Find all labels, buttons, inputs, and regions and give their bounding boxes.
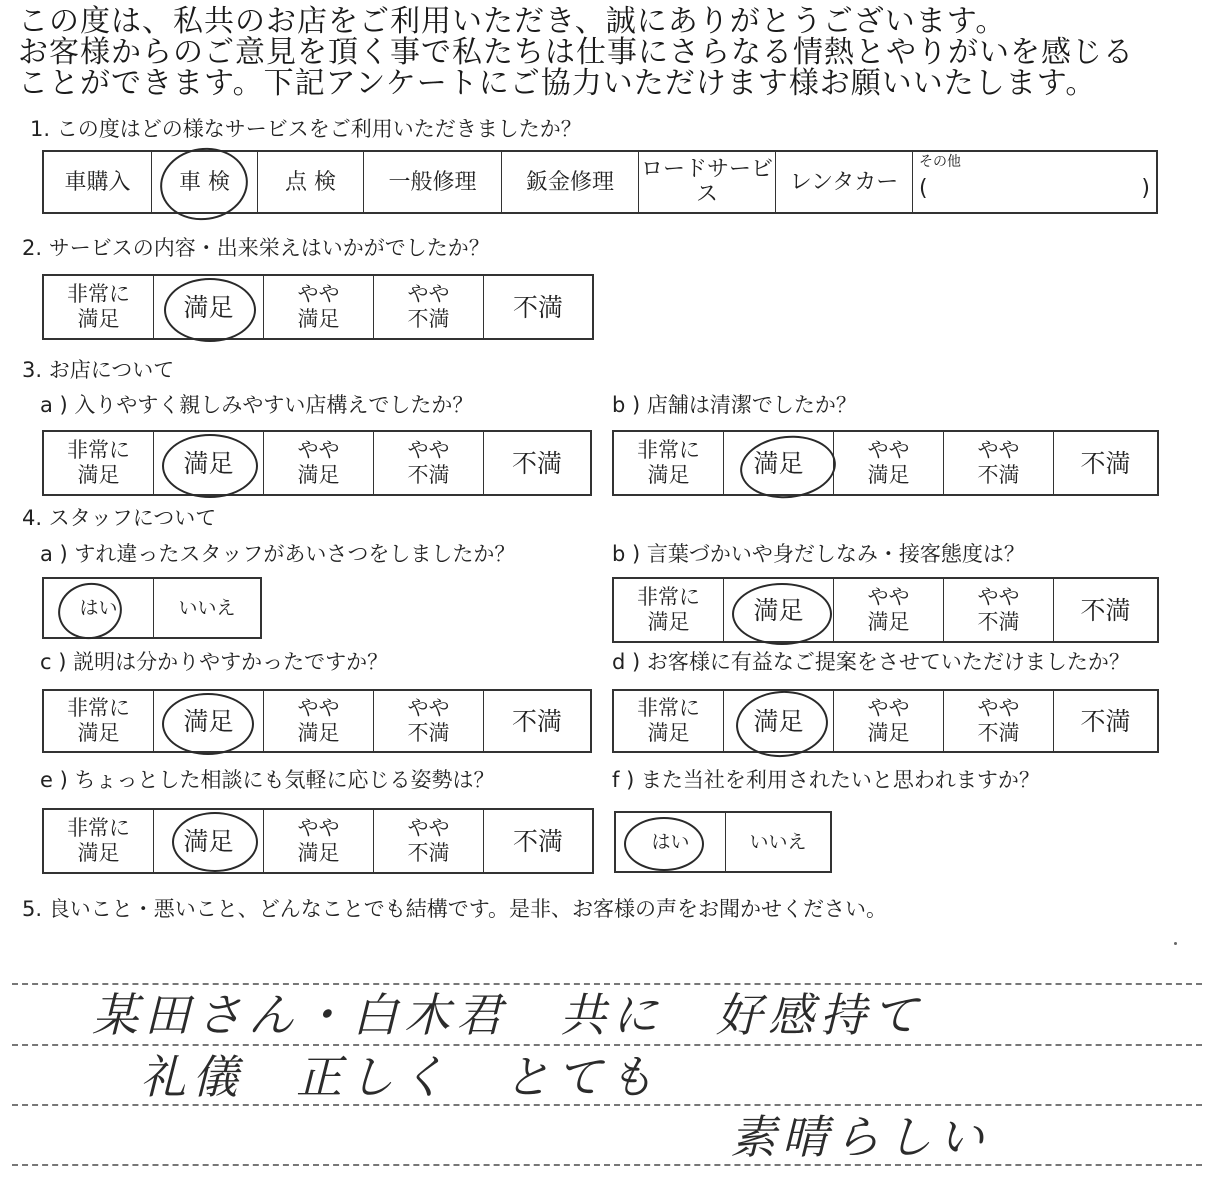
scale-very-satisfied[interactable]: 非常に 満足 [614, 691, 724, 751]
handwritten-comment-line-2: 礼儀 正しく とても [140, 1050, 660, 1104]
q4b-scale-table [612, 577, 1159, 643]
answer-no[interactable]: いいえ [749, 830, 807, 853]
scale-somewhat-satisfied[interactable]: やや 満足 [264, 432, 374, 494]
question-3a: a ) 入りやすく親しみやすい店構えでしたか？ [40, 393, 474, 417]
scale-somewhat-satisfied[interactable]: やや 満足 [834, 432, 944, 494]
scale-somewhat-dissatisfied[interactable]: やや 不満 [374, 432, 484, 494]
q4a-yesno-table [42, 577, 262, 639]
scale-dissatisfied[interactable]: 不満 [512, 826, 563, 856]
scale-somewhat-dissatisfied[interactable]: やや 不満 [374, 691, 484, 751]
scale-very-satisfied[interactable]: 非常に 満足 [614, 432, 724, 494]
scale-somewhat-satisfied[interactable]: やや 満足 [834, 579, 944, 641]
intro-line-3: ことができます。下記アンケートにご協力いただけます様お願いいたします。 [18, 66, 1097, 101]
option-inspection[interactable]: 車 検 [152, 152, 258, 212]
scale-satisfied[interactable]: 満足 [724, 579, 834, 641]
answer-line [12, 983, 1202, 985]
scale-somewhat-satisfied[interactable]: やや 満足 [264, 691, 374, 751]
scale-very-satisfied[interactable]: 非常に 満足 [614, 579, 724, 641]
answer-line [12, 1104, 1202, 1106]
scale-somewhat-dissatisfied[interactable]: やや 不満 [944, 579, 1054, 641]
scale-very-satisfied[interactable]: 非常に 満足 [44, 276, 154, 338]
scale-satisfied[interactable]: 満足 [154, 691, 264, 751]
scale-dissatisfied[interactable]: 不満 [1080, 706, 1131, 736]
scale-somewhat-dissatisfied[interactable]: やや 不満 [944, 432, 1054, 494]
option-road-service[interactable]: ロードサービス [639, 152, 776, 212]
q2-scale-table [42, 274, 594, 340]
answer-line [12, 1164, 1202, 1166]
other-label: その他 [919, 154, 961, 170]
answer-yes[interactable]: はい [616, 813, 726, 871]
answer-yes[interactable]: はい [44, 579, 154, 637]
scale-satisfied[interactable]: 満足 [724, 432, 834, 494]
question-4a: a ) すれ違ったスタッフがあいさつをしましたか？ [40, 542, 516, 566]
question-4e: e ) ちょっとした相談にも気軽に応じる姿勢は？ [40, 768, 495, 792]
scale-dissatisfied[interactable]: 不満 [511, 706, 562, 736]
scale-somewhat-dissatisfied[interactable]: やや 不満 [374, 276, 484, 338]
stray-mark [1174, 942, 1177, 945]
answer-line [12, 1044, 1202, 1046]
option-car-purchase[interactable]: 車購入 [44, 152, 152, 212]
question-5: 5. 良いこと・悪いこと、どんなことでも結構です。是非、お客様の声をお聞かせください。 [22, 897, 888, 921]
question-4-title: 4. スタッフについて [22, 506, 217, 530]
scale-very-satisfied[interactable]: 非常に 満足 [44, 432, 154, 494]
scale-dissatisfied[interactable]: 不満 [512, 292, 563, 322]
scale-satisfied[interactable]: 満足 [154, 276, 264, 338]
intro-text [18, 6, 1198, 99]
other-input[interactable]: ( ) [919, 176, 1150, 201]
scale-somewhat-dissatisfied[interactable]: やや 不満 [944, 691, 1054, 751]
scale-somewhat-satisfied[interactable]: やや 満足 [264, 810, 374, 872]
question-1: 1. この度はどの様なサービスをご利用いただきましたか？ [30, 117, 582, 141]
q4e-scale-table [42, 808, 594, 874]
question-3-title: 3. お店について [22, 358, 175, 382]
scale-somewhat-dissatisfied[interactable]: やや 不満 [374, 810, 484, 872]
intro-line-2: お客様からのご意見を頂く事で私たちは仕事にさらなる情熱とやりがいを感じる [18, 35, 1134, 70]
scale-dissatisfied[interactable]: 不満 [1080, 595, 1131, 625]
question-4b: b ) 言葉づかいや身だしなみ・接客態度は？ [612, 542, 1025, 566]
option-rental-car[interactable]: レンタカー [776, 152, 913, 212]
scale-somewhat-satisfied[interactable]: やや 満足 [264, 276, 374, 338]
scale-dissatisfied[interactable]: 不満 [1080, 448, 1131, 478]
scale-very-satisfied[interactable]: 非常に 満足 [44, 810, 154, 872]
q4c-scale-table [42, 689, 592, 753]
scale-somewhat-satisfied[interactable]: やや 満足 [834, 691, 944, 751]
question-2: 2. サービスの内容・出来栄えはいかがでしたか？ [22, 236, 490, 260]
q3b-scale-table [612, 430, 1159, 496]
question-4c: c ) 説明は分かりやすかったですか？ [40, 650, 389, 674]
question-3b: b ) 店舗は清潔でしたか？ [612, 393, 857, 417]
scale-satisfied[interactable]: 満足 [724, 691, 834, 751]
q3a-scale-table [42, 430, 592, 496]
q1-options-table [42, 150, 1158, 214]
q4f-yesno-table [614, 811, 832, 873]
handwritten-comment-line-3: 素晴らしい [730, 1110, 990, 1164]
option-check[interactable]: 点 検 [258, 152, 364, 212]
option-general-repair[interactable]: 一般修理 [364, 152, 502, 212]
scale-satisfied[interactable]: 満足 [154, 432, 264, 494]
question-4d: d ) お客様に有益なご提案をさせていただけましたか？ [612, 650, 1130, 674]
scale-very-satisfied[interactable]: 非常に 満足 [44, 691, 154, 751]
handwritten-comment-line-1: 某田さん・白木君 共に 好感持て [92, 988, 924, 1042]
question-4f: f ) また当社を利用されたいと思われますか？ [612, 768, 1040, 792]
scale-satisfied[interactable]: 満足 [154, 810, 264, 872]
scale-dissatisfied[interactable]: 不満 [511, 448, 562, 478]
option-body-repair[interactable]: 鈑金修理 [502, 152, 639, 212]
intro-line-1: この度は、私共のお店をご利用いただき、誠にありがとうございます。 [18, 4, 1007, 39]
q4d-scale-table [612, 689, 1159, 753]
answer-no[interactable]: いいえ [178, 596, 236, 619]
option-other[interactable] [913, 152, 1156, 212]
